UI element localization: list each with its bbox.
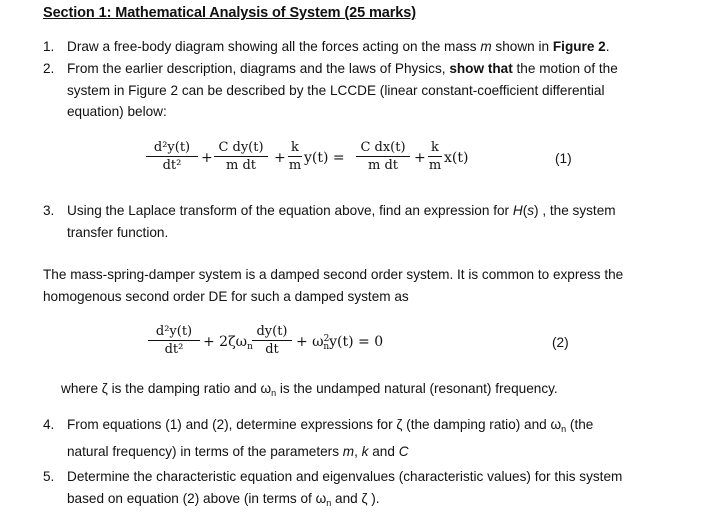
eq1-term1-denominator: dt² xyxy=(162,158,182,173)
eq2-term2-denominator: dt xyxy=(265,342,279,357)
where-line: where ζ is the damping ratio and $\omega_n$ is the undamped natural (resonant) frequency. xyxy=(61,381,558,398)
question-2-number: 2. xyxy=(43,61,55,76)
question-5-line: Determine the characteristic equation and eigenvalues (characteristic values) for this system xyxy=(67,469,623,484)
question-5-line: based on equation (2) above (in terms of $\omega_n$ and ζ ). xyxy=(67,490,380,508)
question-5-number: 5. xyxy=(43,469,55,484)
equation-2-number: (2) xyxy=(552,335,569,350)
eq1-plus: + xyxy=(201,150,213,166)
question-2-line: system in Figure 2 can be described by the LCCDE (linear constant-coefficient differential xyxy=(67,82,605,98)
question-4-line: natural frequency) in terms of the parameters m, k and C xyxy=(67,443,409,459)
question-3-number: 3. xyxy=(43,203,55,218)
equation-1 xyxy=(0,140,718,190)
eq1-term5-numerator: k xyxy=(431,140,439,155)
equation-2 xyxy=(0,324,718,370)
question-2-line: equation) below: xyxy=(67,104,167,119)
eq2-term2-numerator: dy(t) xyxy=(256,324,288,339)
paragraph-line: homogenous second order DE for such a damped system as xyxy=(43,288,409,304)
eq1-term3-numerator: k xyxy=(291,140,299,155)
eq1-plus: + xyxy=(274,150,286,166)
section-heading: Section 1: Mathematical Analysis of System (25 marks) xyxy=(43,5,416,21)
eq1-plus: + xyxy=(414,150,426,166)
eq1-term3-denominator: m xyxy=(288,158,302,173)
paragraph-line: The mass-spring-damper system is a damped second order system. It is common to express the xyxy=(43,267,624,282)
question-1-number: 1. xyxy=(43,39,55,54)
eq1-rhs-tail: x(t) xyxy=(444,150,469,166)
eq1-term5-denominator: m xyxy=(428,158,442,173)
question-4-number: 4. xyxy=(43,417,55,432)
eq1-term4-numerator: C dx(t) xyxy=(360,140,406,155)
eq1-term1-numerator: d²y(t) xyxy=(153,140,191,155)
eq1-term4-denominator: m dt xyxy=(367,158,398,173)
equation-1-number: (1) xyxy=(555,151,572,166)
eq2-damping-term: + $2\zeta\omega_n$ xyxy=(203,334,253,352)
question-3-line: transfer function. xyxy=(67,224,169,240)
question-4-line: From equations (1) and (2), determine expressions for ζ (the damping ratio) and $\omega_n$ (the xyxy=(67,417,594,434)
eq1-term2-numerator: C dy(t) xyxy=(218,140,264,155)
intro-paragraph xyxy=(43,264,703,307)
question-1-line: Draw a free-body diagram showing all the forces acting on the mass m shown in Figure 2. xyxy=(67,39,610,54)
eq1-lhs-tail: y(t) = xyxy=(304,150,345,166)
eq2-term1-numerator: d²y(t) xyxy=(155,324,193,339)
eq2-stiffness-term: + $\omega^2_ny(t) = 0$ xyxy=(296,334,384,352)
eq2-term1-denominator: dt² xyxy=(164,342,184,357)
question-2-line: From the earlier description, diagrams and the laws of Physics, show that the motion of the xyxy=(67,61,618,76)
question-3-line: Using the Laplace transform of the equation above, find an expression for H(s) , the system xyxy=(67,203,616,218)
eq1-term2-denominator: m dt xyxy=(225,158,256,173)
